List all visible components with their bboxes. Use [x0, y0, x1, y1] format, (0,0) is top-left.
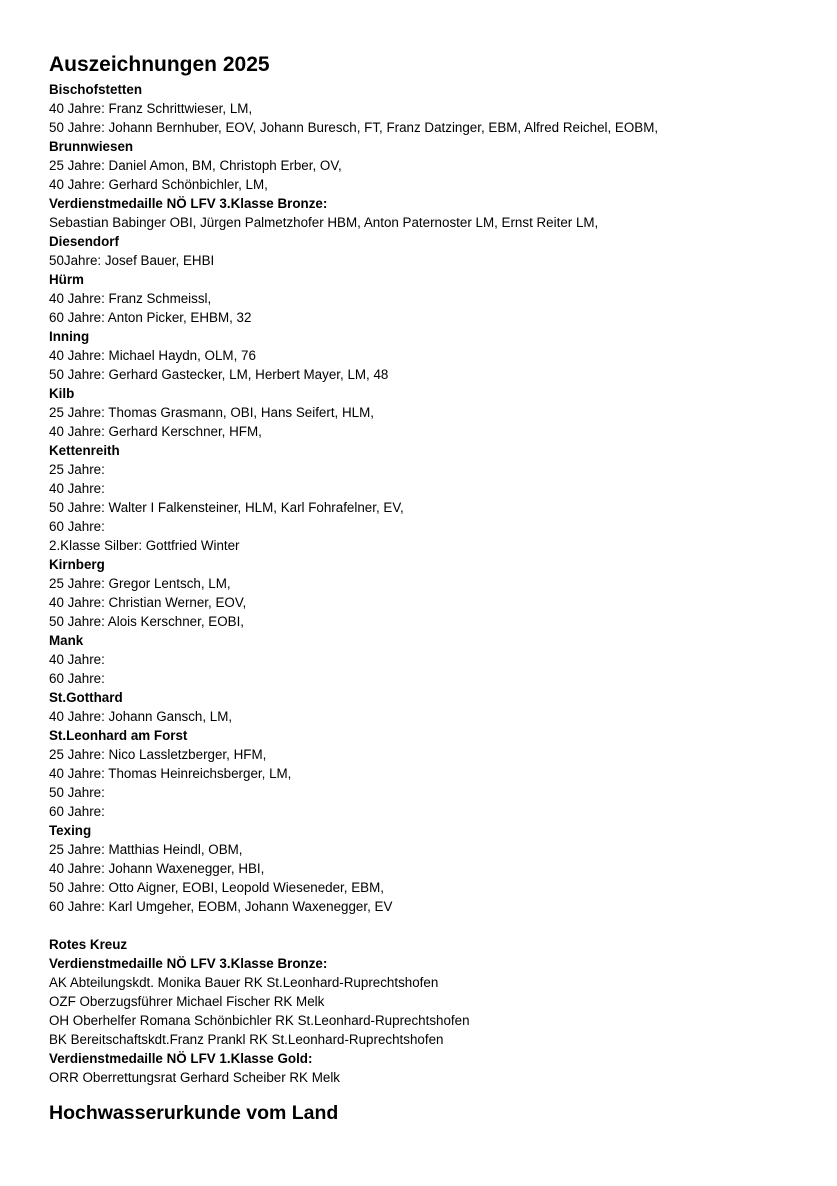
award-line: 40 Jahre: Franz Schmeissl,: [49, 291, 212, 306]
award-line: 60 Jahre: Karl Umgeher, EOBM, Johann Waxenegger, EV: [49, 899, 393, 914]
award-line: 40 Jahre: Franz Schrittwieser, LM,: [49, 101, 253, 116]
award-line: AK Abteilungskdt. Monika Bauer RK St.Leonhard-Ruprechtshofen: [49, 975, 439, 990]
awards-list: [49, 80, 809, 1087]
award-line: BK Bereitschaftskdt.Franz Prankl RK St.Leonhard-Ruprechtshofen: [49, 1032, 444, 1047]
section-heading: Mank: [49, 633, 84, 648]
document-title: Auszeichnungen 2025: [49, 53, 270, 76]
award-line: 40 Jahre:: [49, 481, 105, 496]
award-line: 60 Jahre: Anton Picker, EHBM, 32: [49, 310, 252, 325]
award-line: OH Oberhelfer Romana Schönbichler RK St.Leonhard-Ruprechtshofen: [49, 1013, 470, 1028]
section-heading-hochwasser: Hochwasserurkunde vom Land: [49, 1102, 339, 1124]
section-heading: Verdienstmedaille NÖ LFV 1.Klasse Gold:: [49, 1051, 313, 1066]
section-heading: St.Gotthard: [49, 690, 123, 705]
award-line: 60 Jahre:: [49, 519, 105, 534]
award-line: ORR Oberrettungsrat Gerhard Scheiber RK Melk: [49, 1070, 340, 1085]
award-line: 50 Jahre: Otto Aigner, EOBI, Leopold Wieseneder, EBM,: [49, 880, 384, 895]
award-line: 40 Jahre:: [49, 652, 105, 667]
award-line: 2.Klasse Silber: Gottfried Winter: [49, 538, 240, 553]
award-line: 25 Jahre: Nico Lassletzberger, HFM,: [49, 747, 267, 762]
award-line: 25 Jahre: Thomas Grasmann, OBI, Hans Seifert, HLM,: [49, 405, 374, 420]
award-line: 60 Jahre:: [49, 804, 105, 819]
award-line: Sebastian Babinger OBI, Jürgen Palmetzhofer HBM, Anton Paternoster LM, Ernst Reiter LM,: [49, 215, 599, 230]
award-line: 25 Jahre: Gregor Lentsch, LM,: [49, 576, 231, 591]
section-heading: Verdienstmedaille NÖ LFV 3.Klasse Bronze:: [49, 196, 328, 211]
section-heading: Kettenreith: [49, 443, 120, 458]
award-line: 40 Jahre: Christian Werner, EOV,: [49, 595, 247, 610]
award-line: OZF Oberzugsführer Michael Fischer RK Melk: [49, 994, 325, 1009]
blank-line: [49, 916, 809, 935]
section-heading: Inning: [49, 329, 90, 344]
award-line: 40 Jahre: Michael Haydn, OLM, 76: [49, 348, 256, 363]
award-line: 50 Jahre: Johann Bernhuber, EOV, Johann Buresch, FT, Franz Datzinger, EBM, Alfred Reichel, EOBM,: [49, 120, 659, 135]
section-heading: Texing: [49, 823, 92, 838]
award-line: 50 Jahre: Gerhard Gastecker, LM, Herbert Mayer, LM, 48: [49, 367, 389, 382]
award-line: 40 Jahre: Johann Gansch, LM,: [49, 709, 233, 724]
award-line: 50 Jahre:: [49, 785, 105, 800]
section-heading: Diesendorf: [49, 234, 119, 249]
document-page: [49, 52, 809, 1126]
award-line: 40 Jahre: Thomas Heinreichsberger, LM,: [49, 766, 292, 781]
section-heading: St.Leonhard am Forst: [49, 728, 188, 743]
award-line: 25 Jahre: Daniel Amon, BM, Christoph Erber, OV,: [49, 158, 342, 173]
section-heading: Rotes Kreuz: [49, 937, 128, 952]
section-heading: Kilb: [49, 386, 75, 401]
award-line: 25 Jahre:: [49, 462, 105, 477]
award-line: 40 Jahre: Johann Waxenegger, HBI,: [49, 861, 265, 876]
award-line: 60 Jahre:: [49, 671, 105, 686]
award-line: 25 Jahre: Matthias Heindl, OBM,: [49, 842, 243, 857]
section-heading: Bischofstetten: [49, 82, 143, 97]
award-line: 50 Jahre: Walter I Falkensteiner, HLM, Karl Fohrafelner, EV,: [49, 500, 404, 515]
award-line: 40 Jahre: Gerhard Kerschner, HFM,: [49, 424, 262, 439]
section-heading: Kirnberg: [49, 557, 105, 572]
award-line: 40 Jahre: Gerhard Schönbichler, LM,: [49, 177, 268, 192]
section-heading: Hürm: [49, 272, 84, 287]
award-line: 50Jahre: Josef Bauer, EHBI: [49, 253, 215, 268]
section-heading: Brunnwiesen: [49, 139, 134, 154]
section-heading: Verdienstmedaille NÖ LFV 3.Klasse Bronze:: [49, 956, 328, 971]
award-line: 50 Jahre: Alois Kerschner, EOBI,: [49, 614, 245, 629]
